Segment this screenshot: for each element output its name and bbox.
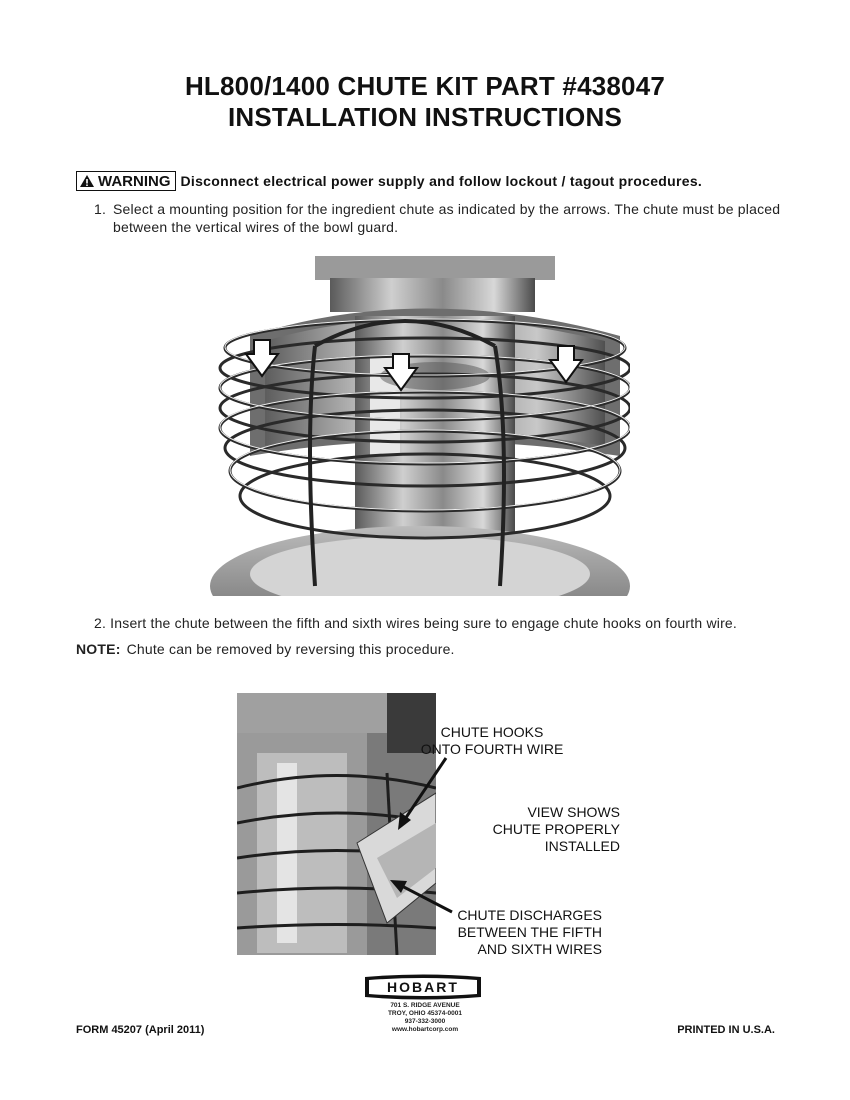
callout-line: VIEW SHOWS	[527, 804, 620, 820]
warning-triangle-icon	[79, 174, 95, 188]
callout-line: INSTALLED	[544, 838, 620, 854]
page-title-line2: INSTALLATION INSTRUCTIONS	[227, 102, 622, 132]
warning-row	[76, 171, 702, 191]
note	[76, 641, 455, 657]
step-2-text: Insert the chute between the fifth and sixth wires being sure to engage chute hooks on fourth wire.	[110, 615, 738, 631]
callout-line: ONTO FOURTH WIRE	[420, 741, 564, 757]
logo-text: HOBART	[387, 979, 459, 995]
installed-chute-photo	[237, 693, 436, 955]
step-1-text: Select a mounting position for the ingredient chute as indicated by the arrows. The chute must be placed between the vertical wires of the bowl guard.	[113, 201, 781, 235]
callout-line: AND SIXTH WIRES	[477, 941, 602, 957]
address-website: www.hobartcorp.com	[391, 1026, 459, 1033]
step-2-number: 2.	[94, 615, 107, 631]
step-2	[94, 614, 814, 632]
note-text: Chute can be removed by reversing this procedure.	[126, 641, 455, 657]
callout-chute-hooks	[412, 724, 572, 758]
hobart-logo	[362, 974, 484, 1000]
page-title-line1: HL800/1400 CHUTE KIT PART #438047	[184, 71, 666, 101]
callout-line: CHUTE HOOKS	[440, 724, 544, 740]
step-1	[94, 200, 784, 236]
callout-view-shows	[470, 804, 620, 855]
step-1-number: 1.	[94, 201, 107, 217]
warning-label: WARNING	[98, 172, 171, 190]
form-number: FORM 45207 (April 2011)	[76, 1024, 205, 1036]
address-street: 701 S. RIDGE AVENUE	[390, 1002, 460, 1009]
warning-label-box	[76, 171, 176, 191]
note-label: NOTE:	[76, 641, 121, 657]
bowl-guard-photo	[210, 256, 630, 596]
callout-line: CHUTE PROPERLY	[492, 821, 620, 837]
address-city: TROY, OHIO 45374-0001	[387, 1010, 463, 1017]
callout-chute-discharges	[452, 907, 602, 958]
printed-in: PRINTED IN U.S.A.	[677, 1024, 775, 1036]
callout-line: BETWEEN THE FIFTH	[457, 924, 602, 940]
callout-line: CHUTE DISCHARGES	[457, 907, 602, 923]
warning-text: Disconnect electrical power supply and follow lockout / tagout procedures.	[180, 173, 703, 189]
address-phone: 937-332-3000	[404, 1018, 446, 1025]
